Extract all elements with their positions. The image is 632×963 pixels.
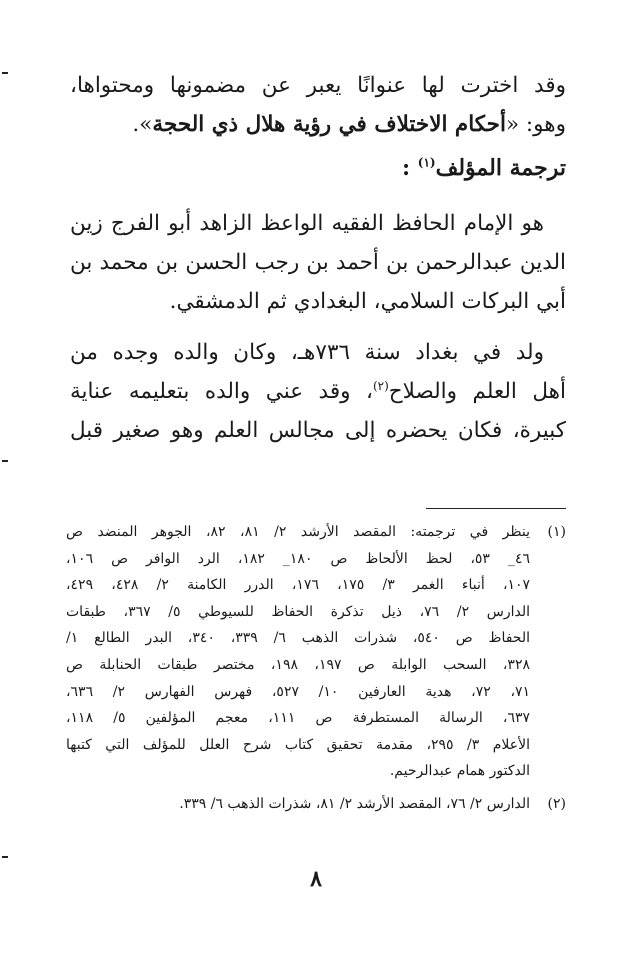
footnote-line: ٦٣٧، الرسالة المستطرفة ص ١١١، معجم المؤلفين ٥/ ١١٨، — [66, 710, 530, 727]
text-fragment: ، وقد عني والده بتعليمه عناية — [70, 379, 373, 404]
footnotes — [66, 519, 566, 818]
footnote-line: ٧١، ٧٢، هدية العارفين ١٠/ ٥٢٧، فهرس الفهارس ٢/ ٦٣٦، — [66, 683, 531, 700]
margin-mark — [2, 856, 8, 858]
text-line: ولد في بغداد سنة ٧٣٦هـ، وكان والده وجده من — [70, 340, 544, 365]
footnote-line: الدارس ٢/ ٧٦، ذيل تذكرة الحفاظ للسيوطي ٥/ ٣٦٧، طبقات — [66, 603, 530, 620]
footnote-line: ينظر في ترجمته: المقصد الأرشد ٢/ ٨١، ٨٢، الجوهر المنضد ص — [66, 524, 531, 540]
text-line: وقد اخترت لها عنوانًا يعبر عن مضمونها ومحتواها، — [70, 73, 566, 98]
footnote-1 — [66, 519, 566, 785]
text-fragment: أهل العلم والصلاح — [388, 379, 566, 404]
footnote-line: الدكتور همام عبدالرحيم. — [389, 763, 530, 780]
margin-mark — [2, 72, 8, 74]
footnote-separator — [426, 508, 566, 509]
text-line: هو الإمام الحافظ الفقيه الواعظ الزاهد أبو الفرج زين — [70, 211, 544, 236]
paragraph-biography — [70, 204, 566, 321]
footnote-line: ٤٦_ ٥٣، لحظ الألحاظ ص ١٨٠_ ١٨٢، الرد الوافر ص ١٠٦، — [66, 550, 530, 567]
text-fragment: وهو: « — [505, 112, 566, 137]
paragraph-intro — [70, 66, 566, 144]
text-line — [70, 372, 566, 411]
footnote-2 — [66, 791, 566, 818]
heading-colon: : — [401, 155, 411, 181]
text-fragment: ». — [132, 112, 153, 137]
main-text — [70, 66, 566, 450]
footnote-line: الحفاظ ص ٥٤٠، شذرات الذهب ٦/ ٣٣٩، ٣٤٠، البدر الطالع ١/ — [66, 630, 530, 647]
footnote-ref: (٢) — [372, 378, 389, 393]
paragraph-birth — [70, 333, 566, 450]
text-line: كبيرة، فكان يحضره إلى مجالس العلم وهو صغير قبل — [70, 418, 566, 443]
footnote-line: ٣٢٨، السحب الوابلة ص ١٩٧، ١٩٨، مختصر طبقات الحنابلة ص — [66, 656, 530, 673]
footnote-line: ١٠٧، أنباء الغمر ٣/ ١٧٥، ١٧٦، الدرر الكامنة ٢/ ٤٢٨، ٤٢٩، — [66, 577, 531, 594]
heading-text: ترجمة المؤلف — [435, 155, 566, 181]
footnote-ref: (١) — [417, 155, 436, 170]
text-line: أبي البركات السلامي، البغدادي ثم الدمشقي. — [169, 289, 566, 314]
page-number: ٨ — [310, 866, 322, 892]
footnote-number: (٢) — [547, 795, 566, 812]
book-title: أحكام الاختلاف في رؤية هلال ذي الحجة — [152, 112, 506, 137]
footnote-number: (١) — [547, 524, 566, 540]
text-line: الدين عبدالرحمن بن أحمد بن رجب الحسن بن محمد بن — [70, 250, 566, 275]
margin-mark — [2, 460, 8, 462]
footnote-line: الدارس ٢/ ٧٦، المقصد الأرشد ٢/ ٨١، شذرات الذهب ٦/ ٣٣٩. — [179, 795, 530, 812]
section-heading — [70, 148, 566, 188]
footnote-line: الأعلام ٣/ ٢٩٥، مقدمة تحقيق كتاب شرح العلل للمؤلف التي كتبها — [66, 736, 531, 753]
text-line — [70, 105, 566, 144]
